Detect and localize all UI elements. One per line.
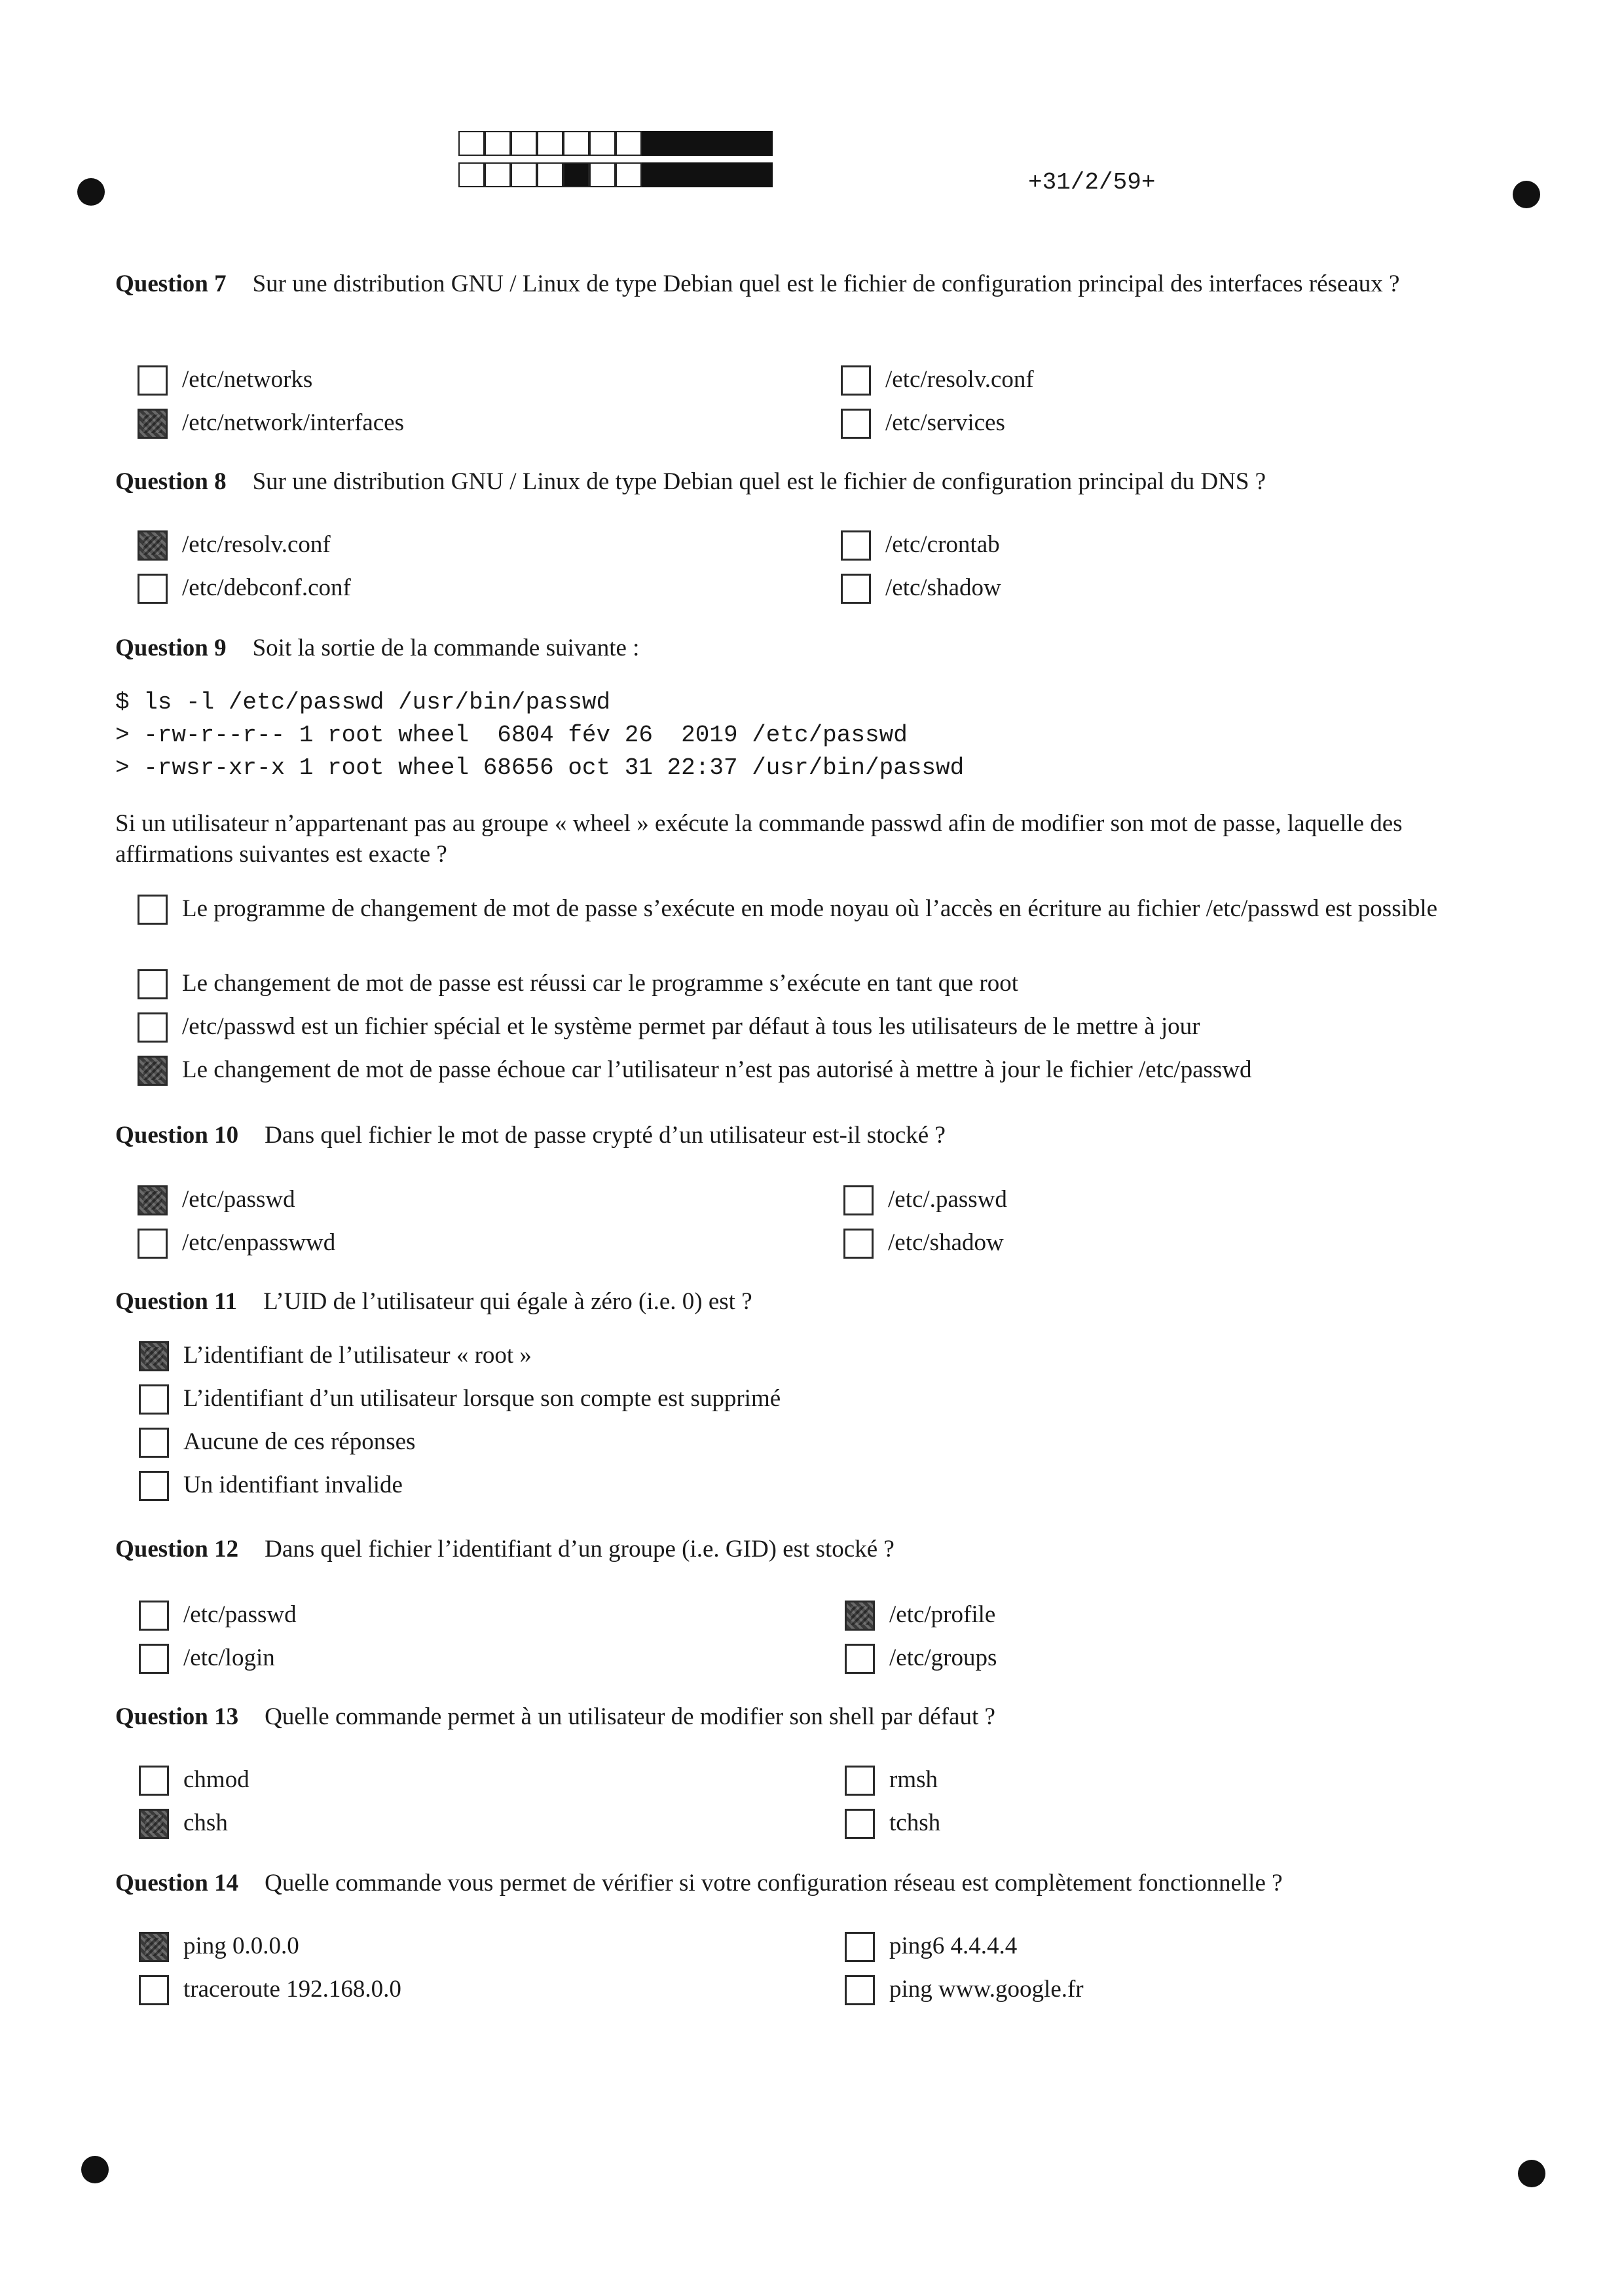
question-text: L’UID de l’utilisateur qui égale à zéro (i.e. 0) est ? bbox=[263, 1288, 752, 1315]
question-label: Question 11 bbox=[115, 1288, 238, 1315]
answer-label: /etc/debconf.conf bbox=[182, 574, 351, 601]
answer-label: /etc/shadow bbox=[888, 1229, 1004, 1256]
checkbox[interactable] bbox=[139, 1471, 169, 1501]
question-12-heading bbox=[115, 1534, 1506, 1565]
checkbox[interactable] bbox=[841, 365, 871, 396]
registration-mark-bottom-left bbox=[81, 2156, 109, 2183]
checkbox[interactable] bbox=[138, 1056, 168, 1086]
answer-option[interactable] bbox=[845, 1764, 938, 1796]
question-text: Dans quel fichier l’identifiant d’un groupe (i.e. GID) est stocké ? bbox=[265, 1536, 895, 1563]
checkbox[interactable] bbox=[138, 574, 168, 604]
code-cell bbox=[589, 131, 616, 156]
answer-label: /etc/networks bbox=[182, 366, 313, 393]
answer-option[interactable] bbox=[139, 1426, 415, 1458]
checkbox[interactable] bbox=[139, 1766, 169, 1796]
question-14-heading bbox=[115, 1868, 1506, 1898]
checkbox[interactable] bbox=[845, 1975, 875, 2005]
answer-option[interactable] bbox=[841, 529, 1000, 561]
answer-label: /etc/.passwd bbox=[888, 1186, 1007, 1213]
answer-option[interactable] bbox=[139, 1383, 781, 1415]
answer-label: Le changement de mot de passe échoue car l’utilisateur n’est pas autorisé à mettre à jour le fichier /etc/passwd bbox=[182, 1056, 1252, 1083]
checkbox[interactable] bbox=[139, 1428, 169, 1458]
question-text: Sur une distribution GNU / Linux de type Debian quel est le fichier de configuration principal du DNS ? bbox=[252, 468, 1266, 495]
checkbox[interactable] bbox=[138, 409, 168, 439]
question-text: Sur une distribution GNU / Linux de type Debian quel est le fichier de configuration principal des interfaces réseaux ? bbox=[252, 270, 1400, 297]
answer-label: chsh bbox=[183, 1809, 228, 1836]
page-code-row-1 bbox=[458, 131, 773, 157]
command-output-line: > -rw-r--r-- 1 root wheel 6804 fév 26 2019 /etc/passwd bbox=[115, 722, 908, 749]
question-label: Question 9 bbox=[115, 635, 227, 661]
code-cell bbox=[458, 162, 485, 187]
answer-label: /etc/profile bbox=[889, 1601, 996, 1628]
answer-option[interactable] bbox=[139, 1340, 532, 1371]
code-cell bbox=[589, 162, 616, 187]
question-8-heading bbox=[115, 466, 1506, 497]
answer-option[interactable] bbox=[138, 1184, 295, 1215]
question-text: Soit la sortie de la commande suivante : bbox=[252, 635, 640, 661]
registration-mark-top-left bbox=[77, 178, 105, 206]
code-cell bbox=[616, 131, 642, 156]
answer-option[interactable] bbox=[139, 1599, 297, 1631]
answer-option[interactable] bbox=[139, 1807, 228, 1839]
checkbox[interactable] bbox=[845, 1766, 875, 1796]
answer-option[interactable] bbox=[138, 1227, 335, 1259]
exam-page-id: +31/2/59+ bbox=[1028, 169, 1156, 196]
answer-option[interactable] bbox=[138, 407, 404, 439]
answer-option[interactable] bbox=[138, 1011, 1200, 1043]
answer-label: ping6 4.4.4.4 bbox=[889, 1933, 1018, 1959]
answer-label: rmsh bbox=[889, 1766, 938, 1793]
answer-label: ping www.google.fr bbox=[889, 1976, 1084, 2003]
checkbox[interactable] bbox=[845, 1601, 875, 1631]
registration-mark-top-right bbox=[1513, 181, 1540, 208]
answer-option[interactable] bbox=[841, 364, 1034, 396]
answer-label: /etc/resolv.conf bbox=[885, 366, 1034, 393]
answer-option[interactable] bbox=[138, 364, 312, 396]
question-label: Question 12 bbox=[115, 1536, 239, 1563]
answer-label: /etc/login bbox=[183, 1644, 275, 1671]
answer-label: /etc/passwd bbox=[182, 1186, 295, 1213]
checkbox[interactable] bbox=[138, 365, 168, 396]
question-label: Question 14 bbox=[115, 1870, 239, 1897]
answer-option[interactable] bbox=[845, 1931, 1017, 1962]
code-cell bbox=[563, 162, 589, 187]
question-label: Question 13 bbox=[115, 1703, 239, 1730]
answer-option[interactable] bbox=[138, 572, 351, 604]
code-cell bbox=[485, 162, 511, 187]
answer-label: /etc/passwd bbox=[183, 1601, 297, 1628]
checkbox[interactable] bbox=[139, 1601, 169, 1631]
answer-option[interactable] bbox=[845, 1642, 997, 1674]
answer-label: /etc/enpasswwd bbox=[182, 1229, 336, 1256]
code-cell bbox=[511, 162, 537, 187]
answer-option[interactable] bbox=[845, 1599, 995, 1631]
answer-label: /etc/crontab bbox=[885, 531, 1000, 558]
answer-option[interactable] bbox=[139, 1974, 401, 2005]
question-label: Question 7 bbox=[115, 270, 227, 297]
answer-label: ping 0.0.0.0 bbox=[183, 1933, 299, 1959]
question-9-heading bbox=[115, 633, 1506, 663]
answer-label: /etc/passwd est un fichier spécial et le système permet par défaut à tous les utilisateurs de le mettre à jour bbox=[182, 1013, 1200, 1040]
code-bar bbox=[642, 131, 773, 156]
answer-label: /etc/network/interfaces bbox=[182, 409, 404, 436]
checkbox[interactable] bbox=[139, 1644, 169, 1674]
answer-option[interactable] bbox=[138, 893, 1513, 925]
answer-option[interactable] bbox=[845, 1974, 1084, 2005]
answer-option[interactable] bbox=[841, 572, 1001, 604]
question-11-heading bbox=[115, 1286, 1506, 1317]
question-9-followup: Si un utilisateur n’appartenant pas au groupe « wheel » exécute la commande passwd afin de modifier son mot de passe, laquelle des affirmations suivantes est exacte ? bbox=[115, 810, 1403, 868]
checkbox[interactable] bbox=[138, 1012, 168, 1043]
page-code-row-2 bbox=[458, 162, 773, 189]
answer-option[interactable] bbox=[139, 1764, 249, 1796]
checkbox[interactable] bbox=[139, 1384, 169, 1415]
answer-label: traceroute 192.168.0.0 bbox=[183, 1976, 401, 2003]
code-cell bbox=[537, 131, 563, 156]
answer-option[interactable] bbox=[138, 1054, 1252, 1086]
checkbox[interactable] bbox=[138, 530, 168, 561]
answer-option[interactable] bbox=[138, 529, 331, 561]
question-label: Question 8 bbox=[115, 468, 227, 495]
code-cell bbox=[511, 131, 537, 156]
command-output-line: > -rwsr-xr-x 1 root wheel 68656 oct 31 22:37 /usr/bin/passwd bbox=[115, 754, 965, 781]
checkbox[interactable] bbox=[138, 895, 168, 925]
checkbox[interactable] bbox=[845, 1644, 875, 1674]
checkbox[interactable] bbox=[841, 530, 871, 561]
question-10-heading bbox=[115, 1120, 1506, 1151]
checkbox[interactable] bbox=[138, 969, 168, 999]
checkbox[interactable] bbox=[841, 409, 871, 439]
checkbox[interactable] bbox=[841, 574, 871, 604]
answer-option[interactable] bbox=[845, 1807, 940, 1839]
answer-label: chmod bbox=[183, 1766, 249, 1793]
checkbox[interactable] bbox=[843, 1185, 874, 1215]
answer-label: L’identifiant de l’utilisateur « root » bbox=[183, 1342, 532, 1369]
answer-option[interactable] bbox=[841, 407, 1005, 439]
code-cell bbox=[563, 131, 589, 156]
answer-option[interactable] bbox=[138, 968, 1018, 999]
answer-option[interactable] bbox=[843, 1184, 1007, 1215]
checkbox[interactable] bbox=[138, 1229, 168, 1259]
question-13-heading bbox=[115, 1701, 1506, 1732]
answer-option[interactable] bbox=[139, 1470, 403, 1501]
answer-label: Un identifiant invalide bbox=[183, 1472, 403, 1498]
code-cell bbox=[616, 162, 642, 187]
answer-option[interactable] bbox=[139, 1931, 299, 1962]
code-cell bbox=[485, 131, 511, 156]
code-cell bbox=[458, 131, 485, 156]
answer-label: Aucune de ces réponses bbox=[183, 1428, 416, 1455]
checkbox[interactable] bbox=[845, 1809, 875, 1839]
code-bar bbox=[642, 162, 773, 187]
answer-label: L’identifiant d’un utilisateur lorsque son compte est supprimé bbox=[183, 1385, 781, 1412]
checkbox[interactable] bbox=[139, 1341, 169, 1371]
answer-label: Le programme de changement de mot de passe s’exécute en mode noyau où l’accès en écriture au fichier /etc/passwd est possible bbox=[182, 895, 1438, 922]
checkbox[interactable] bbox=[139, 1932, 169, 1962]
question-text: Quelle commande permet à un utilisateur de modifier son shell par défaut ? bbox=[265, 1703, 995, 1730]
answer-label: /etc/services bbox=[885, 409, 1005, 436]
registration-mark-bottom-right bbox=[1518, 2160, 1545, 2187]
question-label: Question 10 bbox=[115, 1122, 239, 1149]
answer-option[interactable] bbox=[139, 1642, 275, 1674]
answer-label: /etc/resolv.conf bbox=[182, 531, 331, 558]
answer-label: /etc/groups bbox=[889, 1644, 997, 1671]
checkbox[interactable] bbox=[139, 1809, 169, 1839]
checkbox[interactable] bbox=[138, 1185, 168, 1215]
command-output-line: $ ls -l /etc/passwd /usr/bin/passwd bbox=[115, 689, 611, 716]
checkbox[interactable] bbox=[845, 1932, 875, 1962]
code-cell bbox=[537, 162, 563, 187]
answer-label: tchsh bbox=[889, 1809, 941, 1836]
checkbox[interactable] bbox=[843, 1229, 874, 1259]
question-text: Quelle commande vous permet de vérifier si votre configuration réseau est complètement fonctionnelle ? bbox=[265, 1870, 1283, 1897]
question-7-heading bbox=[115, 268, 1506, 299]
answer-label: /etc/shadow bbox=[885, 574, 1001, 601]
checkbox[interactable] bbox=[139, 1975, 169, 2005]
answer-label: Le changement de mot de passe est réussi car le programme s’exécute en tant que root bbox=[182, 970, 1019, 997]
question-text: Dans quel fichier le mot de passe crypté d’un utilisateur est-il stocké ? bbox=[265, 1122, 946, 1149]
answer-option[interactable] bbox=[843, 1227, 1004, 1259]
